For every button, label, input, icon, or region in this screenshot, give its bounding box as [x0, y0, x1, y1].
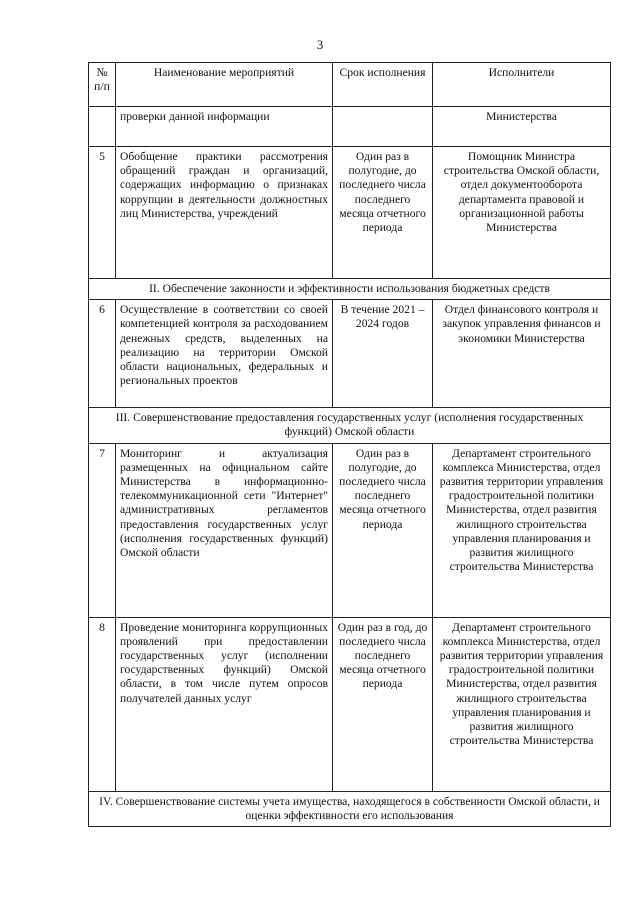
row-executors: Департамент строительного комплекса Министерства, отдел развития территории управления градостроительной политики Министерства, отдел развития жилищного строительства управления планирования и развития жилищного строительства Министерства: [433, 617, 611, 791]
header-term: Срок исполнения: [333, 63, 433, 107]
table-row: [89, 443, 611, 617]
header-name: Наименование мероприятий: [116, 63, 333, 107]
row-num: 7: [89, 443, 116, 617]
table-row: [89, 147, 611, 279]
table-header-row: [89, 63, 611, 107]
section-heading-row: [89, 791, 611, 826]
section-heading-2: II. Обеспечение законности и эффективности использования бюджетных средств: [89, 279, 611, 300]
row-num: 8: [89, 617, 116, 791]
row-num: 6: [89, 300, 116, 408]
section-heading-row: [89, 408, 611, 443]
row-name: проверки данной информации: [116, 107, 333, 147]
row-num: [89, 107, 116, 147]
row-term: Один раз в полугодие, до последнего числа последнего месяца отчетного периода: [333, 147, 433, 279]
row-name: Обобщение практики рассмотрения обращений граждан и организаций, содержащих информацию о признаках коррупции в деятельности должностных лиц Министерства, учреждений: [116, 147, 333, 279]
row-executors: Департамент строительного комплекса Министерства, отдел развития территории управления градостроительной политики Министерства, отдел развития жилищного строительства управления планирования и развития жилищного строительства Министерства: [433, 443, 611, 617]
table-row: [89, 300, 611, 408]
row-term: Один раз в полугодие, до последнего числа последнего месяца отчетного периода: [333, 443, 433, 617]
row-term: В течение 2021 – 2024 годов: [333, 300, 433, 408]
table-row: [89, 107, 611, 147]
row-name: Мониторинг и актуализация размещенных на официальном сайте Министерства в информационно-телекоммуникационной сети "Интернет" административных регламентов предоставления государственных услуг (исполнения государственных функций) Омской области: [116, 443, 333, 617]
table-row: [89, 617, 611, 791]
row-name: Осуществление в соответствии со своей компетенцией контроля за расходованием денежных средств, выделенных на реализацию на территории Омской области национальных, федеральных и региональных проектов: [116, 300, 333, 408]
row-num: 5: [89, 147, 116, 279]
section-heading-row: [89, 279, 611, 300]
row-name: Проведение мониторинга коррупционных проявлений при предоставлении государственных услуг (исполнении государственных функций) Омской области, в том числе путем опросов получателей данных услуг: [116, 617, 333, 791]
row-term: Один раз в год, до последнего числа последнего месяца отчетного периода: [333, 617, 433, 791]
section-heading-4: IV. Совершенствование системы учета имущества, находящегося в собственности Омской области, и оценки эффективности его использования: [89, 791, 611, 826]
row-executors: Помощник Министра строительства Омской области, отдел документооборота департамента правовой и организационной работы Министерства: [433, 147, 611, 279]
header-executors: Исполнители: [433, 63, 611, 107]
measures-table: [88, 62, 611, 827]
header-num: № п/п: [89, 63, 116, 107]
row-term: [333, 107, 433, 147]
section-heading-3: III. Совершенствование предоставления государственных услуг (исполнения государственных функций) Омской области: [89, 408, 611, 443]
row-executors: Министерства: [433, 107, 611, 147]
row-executors: Отдел финансового контроля и закупок управления финансов и экономики Министерства: [433, 300, 611, 408]
page-number: 3: [316, 37, 324, 52]
